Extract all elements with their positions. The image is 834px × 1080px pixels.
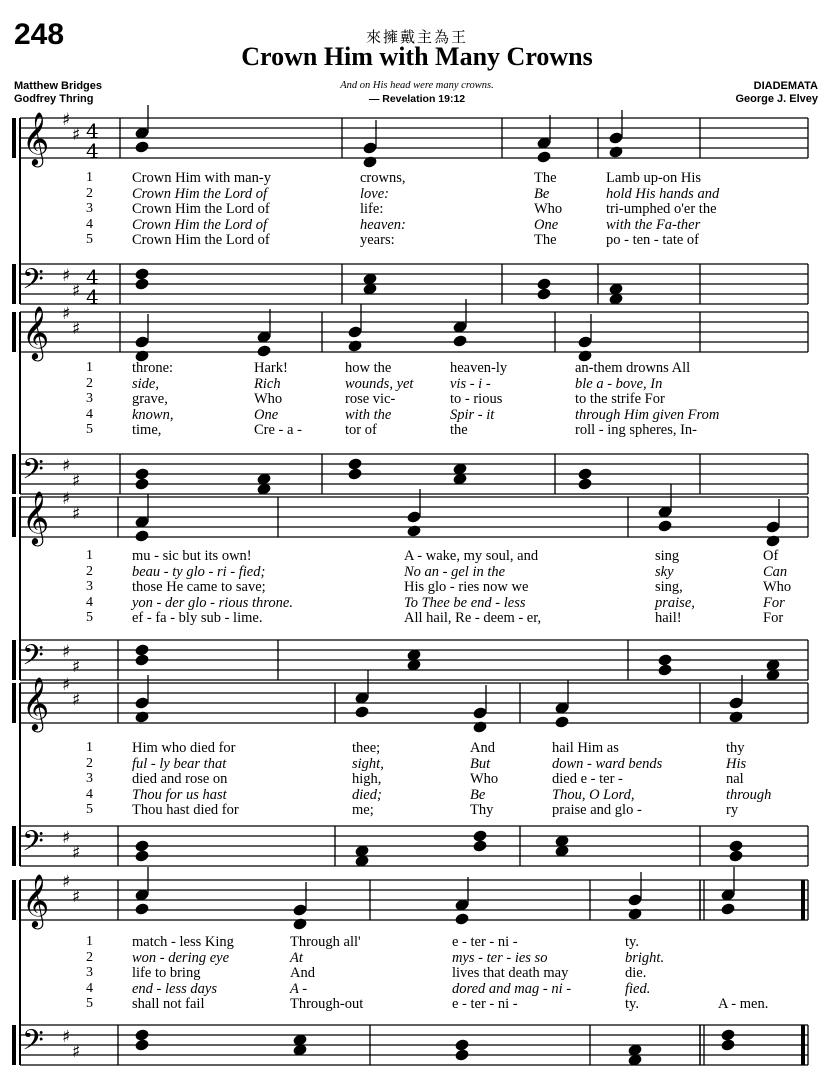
lyric-syllable: died and rose on <box>132 771 228 788</box>
lyric-syllable: One <box>534 216 559 233</box>
lyric-syllable: A - men. <box>718 996 769 1013</box>
lyric-syllable: nal <box>726 771 744 788</box>
sharp-icon: ♯ <box>72 281 81 301</box>
note-head <box>608 145 624 159</box>
lyric-syllable: roll - ing spheres, In- <box>575 422 698 439</box>
lyric-syllable: died; <box>352 786 382 803</box>
lyric-syllable: through Him given From <box>575 406 720 423</box>
lyric-syllable: sky <box>655 563 674 580</box>
verse-number: 3 <box>86 201 93 217</box>
lyric-syllable: Rich <box>254 375 281 392</box>
verse-number: 4 <box>86 980 93 996</box>
note-head <box>720 1028 736 1042</box>
lyric-syllable: ty. <box>625 996 639 1013</box>
note-head <box>134 529 150 543</box>
lyric-syllable: No an - gel in the <box>404 563 506 580</box>
note-head <box>452 334 468 348</box>
lyric-syllable: lives that death may <box>452 965 569 982</box>
sharp-icon: ♯ <box>62 872 71 892</box>
note-head <box>657 663 673 677</box>
verse-number: 1 <box>86 740 93 755</box>
lyric-syllable: with the Fa-ther <box>606 216 701 233</box>
bass-clef-icon: 𝄢 <box>22 263 44 303</box>
sharp-icon: ♯ <box>62 456 71 476</box>
lyric-syllable: ble a - bove, In <box>575 375 663 392</box>
note-head <box>657 653 673 667</box>
sharp-icon: ♯ <box>72 887 81 907</box>
treble-clef-icon: 𝄞 <box>22 305 50 359</box>
lyric-syllable: sing, <box>655 579 683 596</box>
lyric-syllable: the <box>450 422 468 439</box>
lyric-syllable: thee; <box>352 740 381 756</box>
lyric-syllable: praise, <box>655 594 695 611</box>
lyric-syllable: wounds, yet <box>345 375 414 392</box>
note-head <box>657 519 673 533</box>
chinese-title: 來擁戴主為王 <box>365 28 468 46</box>
note-head <box>134 653 150 667</box>
verse-number: 5 <box>86 422 93 438</box>
lyric-syllable: grave, <box>132 391 168 408</box>
lyric-syllable: dored and mag - ni - <box>452 980 572 997</box>
lyric-syllable: time, <box>132 422 162 439</box>
lyric-syllable: ful - ly bear that <box>132 755 227 772</box>
lyric-syllable: Who <box>763 579 792 596</box>
verse-number: 2 <box>86 949 93 965</box>
sharp-icon: ♯ <box>72 125 81 145</box>
lyric-syllable: life to bring <box>132 965 201 982</box>
bass-clef-icon: 𝄢 <box>22 453 44 493</box>
sharp-icon: ♯ <box>72 319 81 339</box>
lyric-syllable: years: <box>360 232 395 249</box>
lyric-syllable: At <box>290 949 303 966</box>
note-head <box>728 849 744 863</box>
lyric-syllable: Thou, O Lord, <box>552 786 635 803</box>
verse-number: 2 <box>86 185 93 201</box>
note-head <box>354 705 370 719</box>
lyric-syllable: die. <box>625 965 647 982</box>
note-head <box>134 467 150 481</box>
words-author-2: Godfrey Thring <box>14 93 94 105</box>
treble-clef-icon: 𝄞 <box>22 873 50 927</box>
lyric-syllable: Thou for us hast <box>132 786 227 803</box>
verse-number: 4 <box>86 594 93 610</box>
scripture-text: And on His head were many crowns. <box>340 80 494 91</box>
time-signature: 4 <box>86 139 99 163</box>
lyric-syllable: Thou hast died for <box>132 802 239 819</box>
treble-clef-icon: 𝄞 <box>22 111 50 165</box>
lyric-syllable: down - ward bends <box>552 755 663 772</box>
lyric-syllable: Crown Him the Lord of <box>132 185 268 202</box>
lyric-syllable: Crown Him the Lord of <box>132 216 268 233</box>
verse-number: 5 <box>86 802 93 818</box>
lyric-syllable: those He came to save; <box>132 579 266 596</box>
verse-number: 2 <box>86 755 93 771</box>
lyric-syllable: To Thee be end - less <box>404 594 526 611</box>
lyric-syllable: Lamb up-on His <box>606 170 702 186</box>
lyric-syllable: Be <box>534 185 550 202</box>
note-head <box>134 267 150 281</box>
verse-number: 4 <box>86 216 93 232</box>
bass-clef-icon: 𝄢 <box>22 825 44 865</box>
lyric-syllable: Crown Him the Lord of <box>132 201 270 218</box>
sharp-icon: ♯ <box>62 304 71 324</box>
bass-clef-icon: 𝄢 <box>22 1024 44 1064</box>
lyric-syllable: side, <box>132 375 159 392</box>
lyric-syllable: One <box>254 406 279 423</box>
lyric-syllable: vis - i - <box>450 375 491 392</box>
verse-number: 1 <box>86 360 93 375</box>
lyric-syllable: His glo - ries now we <box>404 579 529 596</box>
sharp-icon: ♯ <box>62 110 71 130</box>
verse-number: 1 <box>86 934 93 949</box>
lyric-syllable: Can <box>763 563 788 580</box>
note-head <box>134 1028 150 1042</box>
lyric-syllable: an-them drowns All <box>575 360 691 376</box>
note-head <box>720 1038 736 1052</box>
note-head <box>347 467 363 481</box>
lyric-syllable: And <box>470 740 495 756</box>
sharp-icon: ♯ <box>72 690 81 710</box>
lyric-syllable: beau - ty glo - ri - fied; <box>132 563 266 580</box>
note-head <box>728 710 744 724</box>
note-head <box>292 917 308 931</box>
note-head <box>134 477 150 491</box>
note-head <box>406 524 422 538</box>
sharp-icon: ♯ <box>62 642 71 662</box>
lyric-syllable: tri-umphed o'er the <box>606 201 717 218</box>
lyric-syllable: po - ten - tate of <box>606 232 700 249</box>
lyric-syllable: thy <box>726 740 745 756</box>
lyric-syllable: Hark! <box>254 360 288 376</box>
note-head <box>627 907 643 921</box>
sharp-icon: ♯ <box>72 471 81 491</box>
time-signature: 4 <box>86 265 99 289</box>
lyric-syllable: won - dering eye <box>132 949 230 966</box>
lyric-syllable: shall not fail <box>132 996 205 1013</box>
tune-name: DIADEMATA <box>753 80 818 92</box>
note-head <box>577 477 593 491</box>
note-head <box>347 339 363 353</box>
lyric-syllable: Who <box>254 391 283 408</box>
lyric-syllable: tor of <box>345 422 377 439</box>
note-head <box>454 1048 470 1062</box>
lyric-syllable: Who <box>470 771 499 788</box>
sharp-icon: ♯ <box>72 504 81 524</box>
lyric-syllable: me; <box>352 802 374 819</box>
note-head <box>134 1038 150 1052</box>
lyric-syllable: hail! <box>655 610 682 627</box>
note-head <box>472 720 488 734</box>
treble-clef-icon: 𝄞 <box>22 676 50 730</box>
hymn-number: 248 <box>14 18 65 51</box>
lyric-syllable: rose vic- <box>345 391 396 408</box>
lyric-syllable: to - rious <box>450 391 503 408</box>
note-head <box>454 912 470 926</box>
lyric-syllable: ty. <box>625 934 639 950</box>
lyric-syllable: love: <box>360 185 389 202</box>
sharp-icon: ♯ <box>72 843 81 863</box>
lyric-syllable: Be <box>470 786 486 803</box>
lyric-syllable: ry <box>726 802 739 819</box>
lyric-syllable: Spir - it <box>450 406 495 423</box>
lyric-syllable: heaven-ly <box>450 360 508 376</box>
verse-number: 3 <box>86 579 93 595</box>
lyric-syllable: praise and glo - <box>552 802 642 819</box>
verse-number: 3 <box>86 771 93 787</box>
lyric-syllable: But <box>470 755 491 772</box>
verse-number: 4 <box>86 406 93 422</box>
note-head <box>256 344 272 358</box>
lyric-syllable: with the <box>345 406 392 423</box>
verse-number: 5 <box>86 996 93 1012</box>
lyric-syllable: The <box>534 232 557 249</box>
treble-clef-icon: 𝄞 <box>22 490 50 544</box>
note-head <box>536 277 552 291</box>
note-head <box>577 467 593 481</box>
lyric-syllable: how the <box>345 360 392 376</box>
lyric-syllable: Of <box>763 548 779 564</box>
lyric-syllable: high, <box>352 771 382 788</box>
lyric-syllable: hail Him as <box>552 740 619 756</box>
lyric-syllable: throne: <box>132 360 174 376</box>
lyric-syllable: through <box>726 786 772 803</box>
sharp-icon: ♯ <box>62 266 71 286</box>
verse-number: 2 <box>86 563 93 579</box>
note-head <box>134 140 150 154</box>
note-head <box>454 1038 470 1052</box>
sharp-icon: ♯ <box>72 657 81 677</box>
lyric-syllable: heaven: <box>360 216 406 233</box>
lyric-syllable: Who <box>534 201 563 218</box>
lyric-syllable: crowns, <box>360 170 406 186</box>
note-head <box>472 829 488 843</box>
hymn-title: Crown Him with Many Crowns <box>241 42 593 71</box>
note-head <box>134 902 150 916</box>
sharp-icon: ♯ <box>62 1027 71 1047</box>
lyric-syllable: known, <box>132 406 174 423</box>
verse-number: 3 <box>86 965 93 981</box>
lyric-syllable: A - <box>290 980 308 997</box>
composer: George J. Elvey <box>735 93 818 105</box>
note-head <box>472 839 488 853</box>
bass-clef-icon: 𝄢 <box>22 639 44 679</box>
verse-number: 1 <box>86 548 93 563</box>
note-head <box>536 287 552 301</box>
lyric-syllable: For <box>763 594 785 611</box>
lyric-syllable: e - ter - ni - <box>452 934 518 950</box>
lyric-syllable: All hail, Re - deem - er, <box>404 610 542 627</box>
lyric-syllable: Thy <box>470 802 494 819</box>
sharp-icon: ♯ <box>62 828 71 848</box>
verse-number: 3 <box>86 391 93 407</box>
lyric-syllable: bright. <box>625 949 665 966</box>
time-signature: 4 <box>86 119 99 143</box>
sharp-icon: ♯ <box>62 489 71 509</box>
verse-number: 5 <box>86 232 93 248</box>
lyric-syllable: e - ter - ni - <box>452 996 518 1013</box>
lyric-syllable: match - less King <box>132 934 234 950</box>
lyric-syllable: Cre - a - <box>254 422 302 439</box>
lyric-syllable: Through-out <box>290 996 364 1013</box>
lyric-syllable: Crown Him the Lord of <box>132 232 270 249</box>
time-signature: 4 <box>86 285 99 309</box>
verse-number: 2 <box>86 375 93 391</box>
lyric-syllable: mu - sic but its own! <box>132 548 252 564</box>
note-head <box>134 710 150 724</box>
sharp-icon: ♯ <box>72 1042 81 1062</box>
note-head <box>536 150 552 164</box>
lyric-syllable: sing <box>655 548 680 564</box>
lyric-syllable: to the strife For <box>575 391 665 408</box>
note-head <box>134 849 150 863</box>
lyric-syllable: life: <box>360 201 384 218</box>
note-head <box>554 715 570 729</box>
note-head <box>134 839 150 853</box>
lyric-syllable: Crown Him with man-y <box>132 170 271 186</box>
note-head <box>720 902 736 916</box>
lyric-syllable: end - less days <box>132 980 217 997</box>
note-head <box>362 155 378 169</box>
lyric-syllable: The <box>534 170 557 186</box>
lyric-syllable: sight, <box>352 755 384 772</box>
note-head <box>134 277 150 291</box>
words-author: Matthew Bridges <box>14 80 103 92</box>
lyric-syllable: mys - ter - ies so <box>452 949 548 966</box>
note-head <box>134 643 150 657</box>
lyric-syllable: And <box>290 965 315 982</box>
lyric-syllable: yon - der glo - rious throne. <box>132 594 293 611</box>
lyric-syllable: A - wake, my soul, and <box>404 548 539 564</box>
lyric-syllable: hold His hands and <box>606 185 720 202</box>
lyric-syllable: For <box>763 610 784 627</box>
scripture-reference: — Revelation 19:12 <box>368 93 466 105</box>
note-head <box>728 839 744 853</box>
lyric-syllable: died e - ter - <box>552 771 623 788</box>
verse-number: 1 <box>86 170 93 185</box>
lyric-syllable: Him who died for <box>132 740 236 756</box>
lyric-syllable: fied. <box>625 980 651 997</box>
note-head <box>765 534 781 548</box>
verse-number: 5 <box>86 610 93 626</box>
sharp-icon: ♯ <box>62 675 71 695</box>
note-head <box>347 457 363 471</box>
lyric-syllable: ef - fa - bly sub - lime. <box>132 610 263 627</box>
verse-number: 4 <box>86 786 93 802</box>
lyric-syllable: His <box>726 755 747 772</box>
lyric-syllable: Through all' <box>290 934 361 950</box>
